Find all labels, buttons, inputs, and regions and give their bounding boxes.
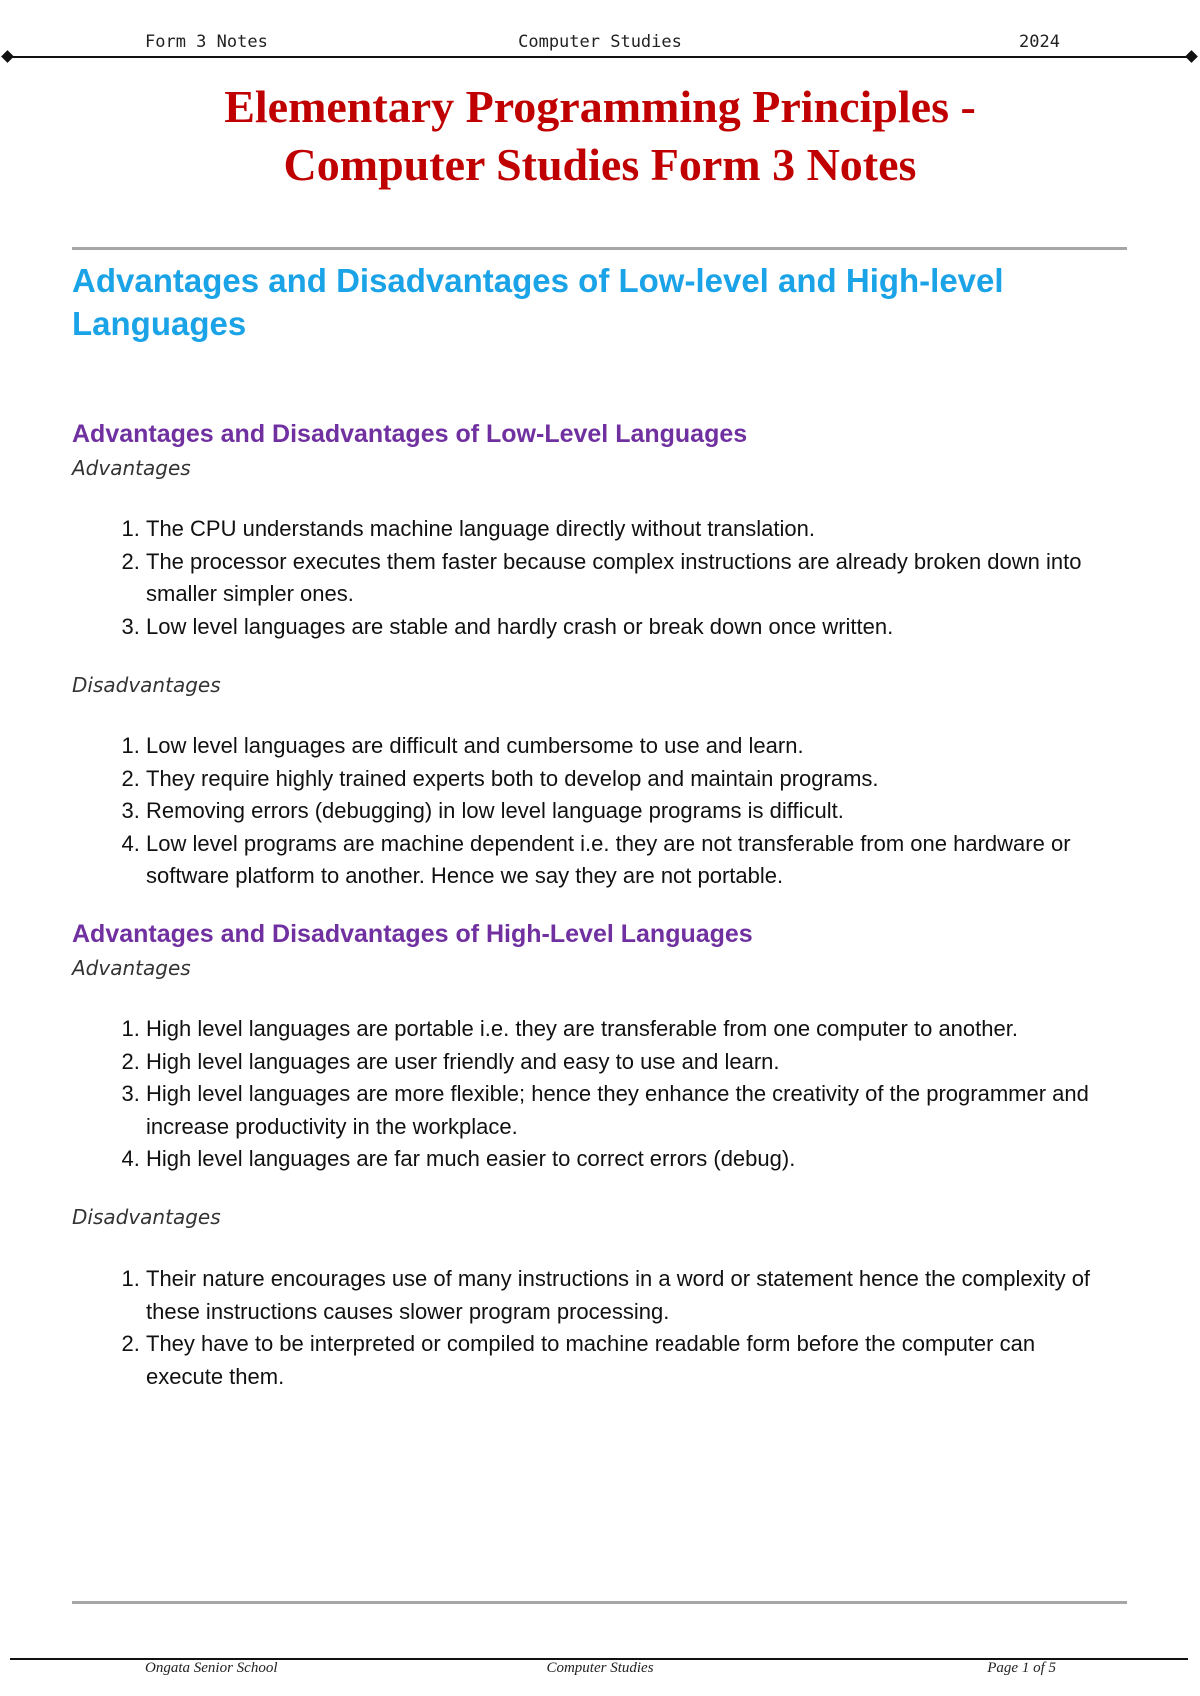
header-center-text: Computer Studies xyxy=(518,32,682,52)
low-level-heading: Advantages and Disadvantages of Low-Level Languages xyxy=(72,420,748,448)
header-left-text: Form 3 Notes xyxy=(145,32,268,52)
footer-school-name: Ongata Senior School xyxy=(145,1660,278,1676)
list-item: 1. The CPU understands machine language directly without translation. xyxy=(146,513,1116,546)
footer-divider xyxy=(72,1601,1127,1604)
header-right-text: 2024 xyxy=(1019,32,1060,52)
low-level-advantages-label: Advantages xyxy=(72,456,191,480)
list-item: 4. High level languages are far much easier to correct errors (debug). xyxy=(146,1143,1116,1176)
page-title-line-2: Computer Studies Form 3 Notes xyxy=(283,139,917,190)
list-item: 3. Low level languages are stable and hardly crash or break down once written. xyxy=(146,611,1116,644)
footer-subject: Computer Studies xyxy=(546,1660,654,1676)
high-level-disadvantages-list xyxy=(0,1263,1116,1393)
list-item: 2. They have to be interpreted or compiled to machine readable form before the computer can execute them. xyxy=(146,1328,1116,1393)
section-heading: Advantages and Disadvantages of Low-level and High-level Languages xyxy=(72,262,1004,342)
high-level-advantages-label: Advantages xyxy=(72,956,191,980)
high-level-advantages-list xyxy=(0,1013,1116,1176)
low-level-disadvantages-label: Disadvantages xyxy=(72,673,221,697)
low-level-disadvantages-list xyxy=(0,730,1116,893)
list-item: 1. Low level languages are difficult and cumbersome to use and learn. xyxy=(146,730,1116,763)
page-title-line-1: Elementary Programming Principles - xyxy=(224,81,976,132)
low-level-advantages-list xyxy=(0,513,1116,643)
list-item: 2. High level languages are user friendly and easy to use and learn. xyxy=(146,1046,1116,1079)
list-item: 1. High level languages are portable i.e. they are transferable from one computer to another. xyxy=(146,1013,1116,1046)
list-item: 3. Removing errors (debugging) in low level language programs is difficult. xyxy=(146,795,1116,828)
high-level-disadvantages-label: Disadvantages xyxy=(72,1205,221,1229)
list-item: 2. The processor executes them faster because complex instructions are already broken down into smaller simpler ones. xyxy=(146,546,1116,611)
title-divider xyxy=(72,247,1127,250)
list-item: 2. They require highly trained experts both to develop and maintain programs. xyxy=(146,763,1116,796)
header-diamond-right-icon xyxy=(1185,50,1198,63)
list-item: 1. Their nature encourages use of many instructions in a word or statement hence the complexity of these instructions causes slower program processing. xyxy=(146,1263,1116,1328)
list-item: 3. High level languages are more flexible; hence they enhance the creativity of the programmer and increase productivity in the workplace. xyxy=(146,1078,1116,1143)
list-item: 4. Low level programs are machine dependent i.e. they are not transferable from one hardware or software platform to another. Hence we say they are not portable. xyxy=(146,828,1116,893)
footer-page-number: Page 1 of 5 xyxy=(987,1660,1056,1676)
page-title xyxy=(60,78,1140,194)
header-rule xyxy=(10,56,1188,58)
high-level-heading: Advantages and Disadvantages of High-Level Languages xyxy=(72,920,753,948)
